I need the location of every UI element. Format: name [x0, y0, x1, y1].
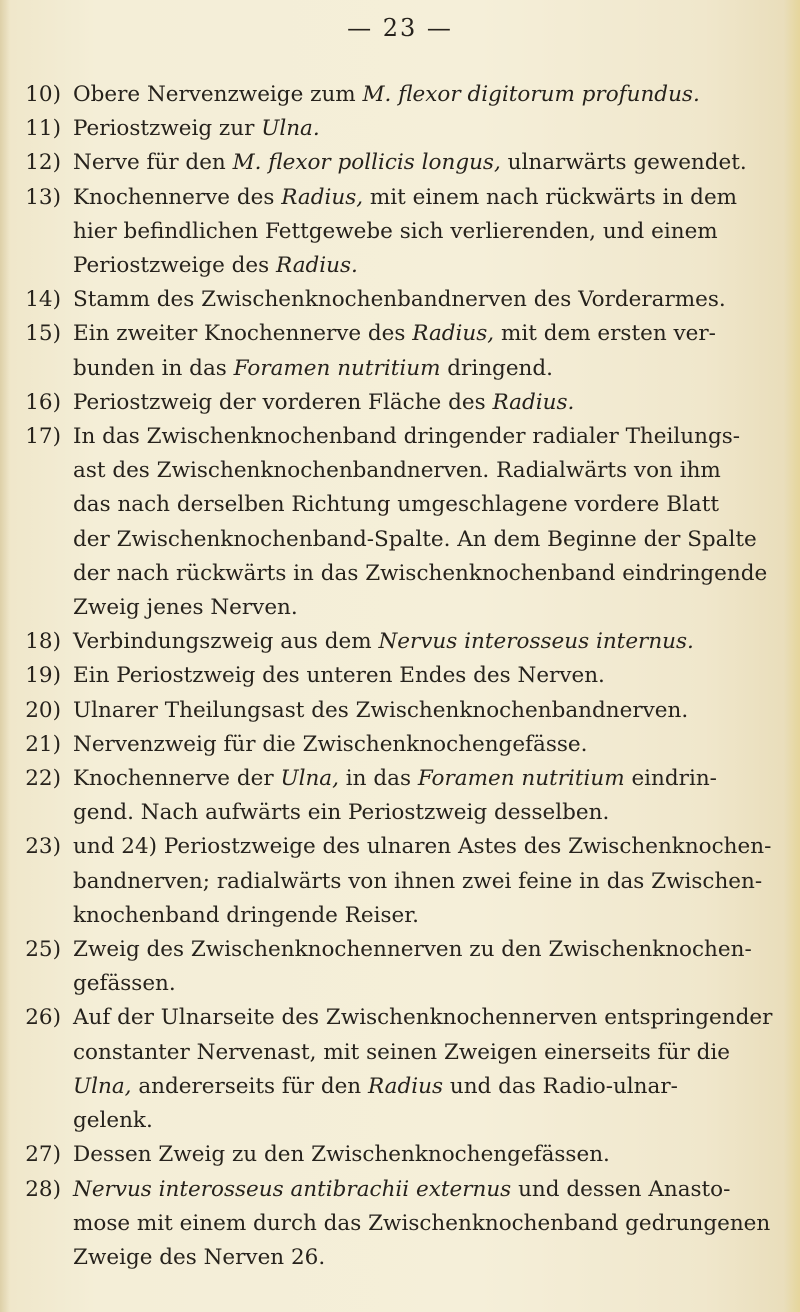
text-segment: eindrin- [624, 766, 717, 792]
text-segment: bunden in das [73, 355, 234, 381]
entry-text [73, 78, 776, 112]
text-segment: gend. Nach aufwärts ein Periostzweig desselben. [73, 800, 610, 826]
text-segment: Dessen Zweig zu den Zwischenknochengefässen. [73, 1142, 610, 1168]
text-segment: Auf der Ulnarseite des Zwischenknochennerven entspringender [73, 1005, 773, 1031]
text-line [73, 78, 776, 112]
text-segment: Zweig jenes Nerven. [73, 595, 298, 621]
text-segment: In das Zwischenknochenband dringender radialer Theilungs- [73, 424, 741, 450]
legend-entry [24, 1001, 776, 1138]
entry-number: 14) [25, 287, 61, 313]
text-segment: Knochennerve des [73, 184, 282, 210]
text-line [73, 830, 776, 864]
legend-list [24, 78, 776, 1275]
text-line [73, 523, 776, 557]
text-line [73, 1173, 776, 1207]
entry-text [73, 181, 776, 284]
legend-entry [24, 78, 776, 112]
legend-entry [24, 317, 776, 385]
entry-number: 23) [25, 834, 61, 860]
italic-term: Ulna, [280, 766, 339, 792]
text-line [73, 762, 776, 796]
text-segment: ast des Zwischenknochenbandnerven. Radialwärts von ihm [73, 458, 721, 484]
entry-number: 21) [25, 731, 61, 757]
text-segment: Verbindungszweig aus dem [73, 629, 379, 655]
text-segment: der nach rückwärts in das Zwischenknochenband eindringende [73, 560, 768, 586]
italic-term: Ulna. [261, 116, 320, 142]
entry-number: 17) [25, 424, 61, 450]
page-number: — 23 — [347, 14, 453, 42]
text-segment: constanter Nervenast, mit seinen Zweigen einerseits für die [73, 1039, 730, 1065]
entry-number: 13) [25, 184, 61, 210]
text-segment: gelenk. [73, 1108, 153, 1134]
entry-number: 20) [25, 697, 61, 723]
italic-term: Radius, [412, 321, 495, 347]
text-line [73, 112, 776, 146]
text-segment: Periostzweig zur [73, 116, 262, 142]
entry-text [73, 728, 776, 762]
entry-number: 10) [25, 82, 61, 107]
text-line [73, 488, 776, 522]
italic-term: Radius. [276, 253, 358, 279]
text-line [73, 557, 776, 591]
text-segment: Obere Nervenzweige zum [73, 82, 363, 107]
text-line [73, 283, 776, 317]
entry-text [73, 694, 776, 728]
legend-entry [24, 762, 776, 830]
text-line [73, 249, 776, 283]
entry-text [73, 283, 776, 317]
entry-text [73, 830, 776, 933]
text-line [73, 625, 776, 659]
italic-term: Nervus interosseus internus. [378, 629, 694, 655]
entry-text [73, 146, 776, 180]
text-segment: hier befindlichen Fettgewebe sich verlierenden, und einem [73, 218, 718, 244]
entry-text [73, 933, 776, 1001]
page-edge-left [0, 0, 10, 1312]
entry-number: 22) [25, 766, 61, 792]
entry-text [73, 1138, 776, 1172]
italic-term: M. flexor pollicis longus, [232, 150, 501, 176]
text-segment: mit einem nach rückwärts in dem [363, 184, 738, 210]
text-segment: und 24) Periostzweige des ulnaren Astes des Zwischenknochen- [73, 834, 772, 860]
text-line [73, 1001, 776, 1035]
entry-number: 18) [25, 629, 61, 655]
text-segment: mit dem ersten ver- [494, 321, 716, 347]
text-line [73, 1104, 776, 1138]
legend-entry [24, 694, 776, 728]
entry-number: 28) [25, 1176, 61, 1202]
italic-term: Radius. [492, 389, 575, 415]
text-line [73, 454, 776, 488]
text-segment: Knochennerve der [73, 766, 281, 792]
text-segment: bandnerven; radialwärts von ihnen zwei feine in das Zwischen- [73, 868, 763, 894]
entry-text [73, 386, 776, 420]
entry-text [73, 659, 776, 693]
italic-term: Radius, [281, 184, 364, 210]
italic-term: Foramen nutritium [417, 766, 625, 792]
text-segment: Stamm des Zwischenknochenbandnerven des Vorderarmes. [73, 287, 726, 313]
text-segment: knochenband dringende Reiser. [73, 902, 420, 928]
legend-entry [24, 146, 776, 180]
text-line [73, 181, 776, 215]
text-line [73, 899, 776, 933]
italic-term: Foramen nutritium [233, 355, 441, 381]
legend-entry [24, 659, 776, 693]
text-line [73, 933, 776, 967]
text-segment: andererseits für den [131, 1073, 368, 1099]
legend-entry [24, 830, 776, 933]
text-line [73, 591, 776, 625]
text-line [73, 1207, 776, 1241]
entry-text [73, 112, 776, 146]
text-segment: und dessen Anasto- [511, 1176, 731, 1202]
entry-text [73, 317, 776, 385]
entry-number: 26) [25, 1005, 61, 1031]
text-line [73, 317, 776, 351]
entry-number: 15) [25, 321, 61, 347]
text-segment: gefässen. [73, 971, 176, 997]
entry-number: 27) [25, 1142, 61, 1168]
entry-text [73, 1173, 776, 1276]
text-segment: in das [338, 766, 418, 792]
text-segment: Periostzweig der vorderen Fläche des [73, 389, 493, 415]
entry-number: 11) [25, 116, 61, 142]
legend-entry [24, 112, 776, 146]
text-segment: der Zwischenknochenband-Spalte. An dem Beginne der Spalte [73, 526, 757, 552]
entry-text [73, 762, 776, 830]
italic-term: Radius [368, 1073, 444, 1099]
text-line [73, 386, 776, 420]
text-line [73, 1138, 776, 1172]
text-line [73, 352, 776, 386]
text-segment: Ulnarer Theilungsast des Zwischenknochenbandnerven. [73, 697, 689, 723]
italic-term: Nervus interosseus antibrachii externus [73, 1176, 512, 1202]
text-line [73, 694, 776, 728]
text-line [73, 967, 776, 1001]
entry-text [73, 420, 776, 625]
text-line [73, 420, 776, 454]
text-line [73, 146, 776, 180]
text-line [73, 1070, 776, 1104]
legend-entry [24, 420, 776, 625]
text-segment: Periostzweige des [73, 253, 277, 279]
legend-entry [24, 625, 776, 659]
entry-text [73, 625, 776, 659]
legend-entry [24, 728, 776, 762]
text-segment: Ein Periostzweig des unteren Endes des Nerven. [73, 663, 605, 689]
text-segment: Zweige des Nerven 26. [73, 1244, 326, 1270]
text-line [73, 865, 776, 899]
text-line [73, 728, 776, 762]
italic-term: M. flexor digitorum profundus. [362, 82, 700, 107]
entry-number: 16) [25, 389, 61, 415]
text-segment: das nach derselben Richtung umgeschlagene vordere Blatt [73, 492, 719, 518]
entry-number: 12) [25, 150, 61, 176]
text-line [73, 796, 776, 830]
legend-entry [24, 283, 776, 317]
page-edge-right [784, 0, 800, 1312]
text-segment: ulnarwärts gewendet. [500, 150, 747, 176]
text-segment: Ein zweiter Knochennerve des [73, 321, 413, 347]
text-line [73, 215, 776, 249]
entry-text [73, 1001, 776, 1138]
text-line [73, 1036, 776, 1070]
text-segment: dringend. [440, 355, 553, 381]
italic-term: Ulna, [73, 1073, 132, 1099]
legend-entry [24, 933, 776, 1001]
entry-number: 19) [25, 663, 61, 689]
legend-entry [24, 181, 776, 284]
text-segment: mose mit einem durch das Zwischenknochenband gedrungenen [73, 1210, 771, 1236]
text-line [73, 1241, 776, 1275]
entry-number: 25) [25, 937, 61, 963]
legend-entry [24, 386, 776, 420]
text-segment: und das Radio-ulnar- [443, 1073, 678, 1099]
legend-entry [24, 1138, 776, 1172]
text-line [73, 659, 776, 693]
legend-entry [24, 1173, 776, 1276]
text-segment: Nerve für den [73, 150, 233, 176]
text-segment: Zweig des Zwischenknochennerven zu den Zwischenknochen- [73, 937, 752, 963]
text-segment: Nervenzweig für die Zwischenknochengefässe. [73, 731, 588, 757]
